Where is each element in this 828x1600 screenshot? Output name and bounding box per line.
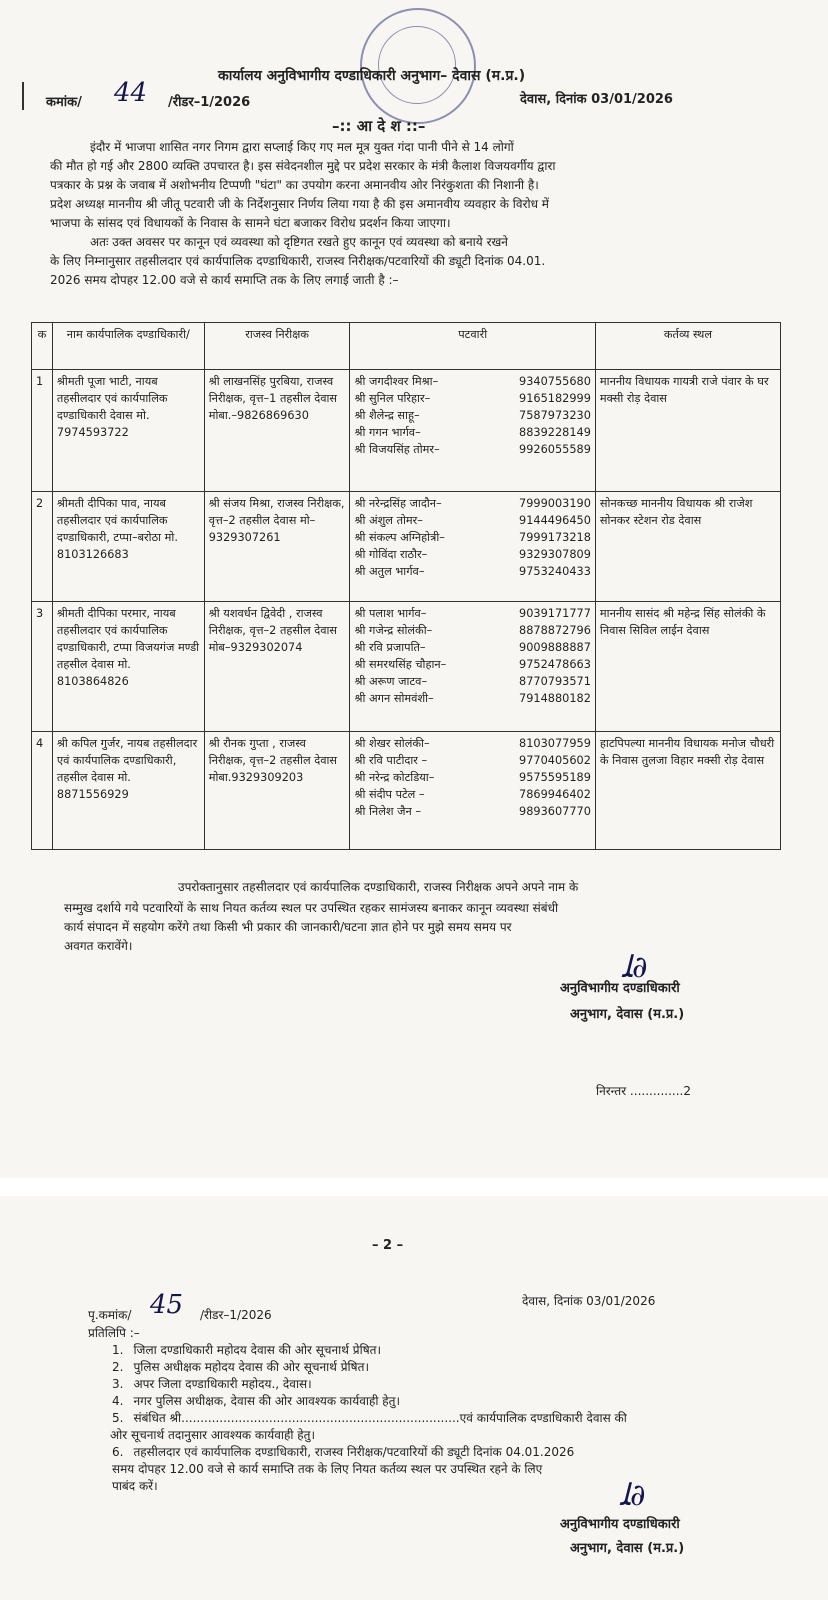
- patwari-phone: 9340755680: [519, 375, 591, 388]
- duty-place-cell: माननीय विधायक गायत्री राजे पंवार के घर मक्सी रोड़ देवास: [595, 370, 780, 492]
- patwari-name: श्री संकल्प अग्निहोत्री–: [354, 531, 445, 544]
- list-item: [112, 1376, 752, 1393]
- patwari-name: श्री जगदीश्वर मिश्रा–: [354, 375, 439, 388]
- patwari-name: श्री अरूण जाटव–: [354, 675, 428, 688]
- patwari-entry: [354, 786, 590, 803]
- patwari-phone: 8878872796: [519, 624, 591, 637]
- col-inspector: राजस्व निरीक्षक: [204, 323, 350, 370]
- list-item: [112, 1342, 752, 1359]
- list-item: [112, 1444, 752, 1461]
- patwari-cell: [350, 492, 595, 602]
- table-header-row: [32, 323, 781, 370]
- item-text: तहसीलदार एवं कार्यपालिक दण्डाधिकारी, राजस्व निरीक्षक/पटवारियों की ड्यूटी दिनांक 04.01.2026: [133, 1445, 575, 1459]
- patwari-entry: [354, 373, 590, 390]
- patwari-name: श्री शैलेन्द्र साहू–: [354, 409, 420, 422]
- signature-scribble: ﻠ∂: [622, 950, 648, 985]
- para1-line: प्रदेश अध्यक्ष माननीय श्री जीतू पटवारी जी के निर्देशनुसार निर्णय लिया गया है की इस अमानवीय व्यवहार के विरोध में: [50, 197, 549, 211]
- list-item: [112, 1359, 752, 1376]
- magistrate-cell: श्रीमती दीपिका पाव, नायब तहसीलदार एवं कार्यपालिक दण्डाधिकारी, टप्पा–बरोठा मो. 8103126683: [52, 492, 204, 602]
- page-gap: [0, 1178, 828, 1196]
- page2-reference-prefix: पृ.कमांक/: [88, 1308, 132, 1322]
- item-number: 3.: [112, 1377, 124, 1391]
- patwari-phone: 9039171777: [519, 607, 591, 620]
- patwari-phone: 9753240433: [519, 565, 591, 578]
- patwari-name: श्री अंशुल तोमर–: [354, 514, 423, 527]
- list-item-continuation: ओर सूचनार्थ तदानुसार आवश्यक कार्यवाही हेतु।: [110, 1428, 316, 1442]
- patwari-name: श्री गोविंदा राठौर–: [354, 548, 428, 561]
- page2-reference-number: 45: [150, 1290, 184, 1320]
- signature-title: अनुविभागीय दण्डाधिकारी: [560, 981, 680, 996]
- copy-label: प्रतिलिपि :–: [88, 1326, 140, 1340]
- patwari-name: श्री अगन सोमवंशी–: [354, 692, 434, 705]
- patwari-phone: 7999003190: [519, 497, 591, 510]
- para1-line: भाजपा के सांसद एवं विधायकों के निवास के सामने घंटा बजाकर विरोध प्रदर्शन किया जाएगा।: [50, 216, 451, 230]
- order-paragraph-2: [90, 233, 508, 252]
- patwari-phone: 9752478663: [519, 658, 591, 671]
- closing-line: सम्मुख दर्शाये गये पटवारियों के साथ नियत कर्तव्य स्थल पर उपस्थित रहकर सामंजस्य बनाकर कानून व्यवस्था संबंधी: [64, 901, 559, 915]
- item-text: पुलिस अधीक्षक महोदय देवास की ओर सूचनार्थ प्रेषित।: [133, 1360, 369, 1374]
- list-item: [112, 1393, 752, 1410]
- inspector-cell: श्री लाखनसिंह पुरबिया, राजस्व निरीक्षक, वृत्त–1 तहसील देवास मोबा.–9826869630: [204, 370, 350, 492]
- place-date: देवास, दिनांक 03/01/2026: [520, 92, 673, 107]
- patwari-cell: [350, 732, 595, 850]
- reference-number: 44: [114, 78, 148, 108]
- item-number: 1.: [112, 1343, 124, 1357]
- table-row: [32, 732, 781, 850]
- col-serial: क: [32, 323, 53, 370]
- table-row: [32, 602, 781, 732]
- list-item: [112, 1410, 752, 1427]
- patwari-name: श्री अतुल भार्गव–: [354, 565, 425, 578]
- patwari-name: श्री रवि पाटीदार –: [354, 754, 428, 767]
- patwari-name: श्री संदीप पटेल –: [354, 788, 425, 801]
- serial-cell: 3: [32, 602, 53, 732]
- patwari-entry: [354, 735, 590, 752]
- order-paragraph-1-rest: [50, 157, 555, 233]
- patwari-entry: [354, 546, 590, 563]
- patwari-phone: 7914880182: [519, 692, 591, 705]
- office-heading: कार्यालय अनुविभागीय दण्डाधिकारी अनुभाग– देवास (म.प्र.): [218, 68, 526, 84]
- page2-signature-office: अनुभाग, देवास (म.प्र.): [570, 1541, 685, 1556]
- patwari-cell: [350, 370, 595, 492]
- page2-place-date: देवास, दिनांक 03/01/2026: [522, 1294, 656, 1308]
- patwari-entry: [354, 390, 590, 407]
- list-item-continuation: समय दोपहर 12.00 वजे से कार्य समाप्ति तक के लिए नियत कर्तव्य स्थल पर उपस्थित रहने के लिए: [112, 1462, 543, 1476]
- col-duty-place: कर्तव्य स्थल: [595, 323, 780, 370]
- patwari-phone: 9770405602: [519, 754, 591, 767]
- item-text: नगर पुलिस अधीक्षक, देवास की ओर आवश्यक कार्यवाही हेतु।: [133, 1394, 401, 1408]
- col-patwari: पटवारी: [350, 323, 595, 370]
- magistrate-cell: श्रीमती दीपिका परमार, नायब तहसीलदार एवं कार्यपालिक दण्डाधिकारी, टप्पा विजयगंज मण्डी तहसील देवास मो. 8103864826: [52, 602, 204, 732]
- closing-line: अवगत करावेंगे।: [64, 939, 133, 953]
- page-number: – 2 –: [372, 1238, 404, 1253]
- margin-mark: [22, 82, 24, 110]
- patwari-name: श्री नरेन्द्र कोटडिया–: [354, 771, 435, 784]
- order-page-2: [0, 1196, 828, 1600]
- inspector-cell: श्री यशवर्धन द्विवेदी , राजस्व निरीक्षक, वृत्त–2 तहसील देवास मोब–9329302074: [204, 602, 350, 732]
- reference-prefix: कमांक/: [46, 95, 82, 110]
- duty-table: [31, 322, 781, 850]
- patwari-entry: [354, 407, 590, 424]
- patwari-name: श्री नरेन्द्रसिंह जादौन–: [354, 497, 442, 510]
- patwari-name: श्री पलाश भार्गव–: [354, 607, 427, 620]
- magistrate-cell: श्रीमती पूजा भाटी, नायब तहसीलदार एवं कार्यपालिक दण्डाधिकारी देवास मो. 7974593722: [52, 370, 204, 492]
- patwari-name: श्री निलेश जैन –: [354, 805, 422, 818]
- patwari-phone: 9009888887: [519, 641, 591, 654]
- patwari-entry: [354, 639, 590, 656]
- duty-place-cell: हाटपिपल्या माननीय विधायक मनोज चौधरी के निवास तुलजा विहार मक्सी रोड़ देवास: [595, 732, 780, 850]
- serial-cell: 1: [32, 370, 53, 492]
- para1-line: पत्रकार के प्रश्न के जवाब में अशोभनीय टिप्पणी "घंटा" का उपयोग करना अमानवीय ओर निरंकुशता की निशानी है।: [50, 178, 539, 192]
- para2-line: के लिए निम्नानुसार तहसीलदार एवं कार्यपालिक दण्डाधिकारी, राजस्व निरीक्षक/पटवारियों की ड्यूटी दिनांक 04.01.: [50, 254, 546, 268]
- item-number: 5.: [112, 1411, 124, 1425]
- patwari-name: श्री गगन भार्गव–: [354, 426, 421, 439]
- patwari-entry: [354, 752, 590, 769]
- patwari-name: श्री विजयसिंह तोमर–: [354, 443, 440, 456]
- list-item-continuation: पाबंद करें।: [112, 1479, 158, 1493]
- patwari-entry: [354, 495, 590, 512]
- col-magistrate: नाम कार्यपालिक दण्डाधिकारी/: [52, 323, 204, 370]
- para2-line: 2026 समय दोपहर 12.00 वजे से कार्य समाप्ति तक के लिए लगाई जाती है :–: [50, 273, 399, 287]
- closing-line: उपरोक्तानुसार तहसीलदार एवं कार्यपालिक दण्डाधिकारी, राजस्व निरीक्षक अपने अपने नाम के: [178, 880, 579, 894]
- patwari-entry: [354, 529, 590, 546]
- patwari-entry: [354, 441, 590, 458]
- patwari-name: श्री सुनिल परिहार–: [354, 392, 431, 405]
- patwari-phone: 7869946402: [519, 788, 591, 801]
- patwari-entry: [354, 424, 590, 441]
- para1-line: की मौत हो गई और 2800 व्यक्ति उपचारत है। इस संवेदनशील मुद्दे पर प्रदेश सरकार के मंत्री कैलाश विजयवर्गीय द्वारा: [50, 159, 556, 173]
- patwari-phone: 8103077959: [519, 737, 591, 750]
- patwari-phone: 9165182999: [519, 392, 591, 405]
- patwari-entry: [354, 769, 590, 786]
- item-number: 4.: [112, 1394, 124, 1408]
- patwari-name: श्री गजेन्द्र सोलंकी–: [354, 624, 433, 637]
- page2-signature-scribble: ﻠ∂: [620, 1478, 646, 1513]
- patwari-entry: [354, 563, 590, 580]
- item-text: अपर जिला दण्डाधिकारी महोदय., देवास।: [133, 1377, 312, 1391]
- table-row: [32, 370, 781, 492]
- patwari-phone: 9144496450: [519, 514, 591, 527]
- copy-list: [112, 1342, 752, 1495]
- patwari-entry: [354, 673, 590, 690]
- patwari-name: श्री शेखर सोलंकी–: [354, 737, 430, 750]
- order-paragraph-1: [90, 138, 790, 157]
- patwari-entry: [354, 622, 590, 639]
- table-row: [32, 492, 781, 602]
- order-paragraph-2-rest: [50, 252, 545, 290]
- patwari-entry: [354, 690, 590, 707]
- closing-paragraph: [178, 878, 578, 897]
- patwari-entry: [354, 512, 590, 529]
- patwari-phone: 9575595189: [519, 771, 591, 784]
- patwari-phone: 9893607770: [519, 805, 591, 818]
- item-text: संबंधित श्री.........................................................................एवं कार्यपालिक दण्डाधिकारी देवास की: [133, 1411, 627, 1425]
- closing-paragraph-rest: [64, 899, 558, 956]
- para2-line: अतः उक्त अवसर पर कानून एवं व्यवस्था को दृष्टिगत रखते हुए कानून एवं व्यवस्था को बनाये रखने: [90, 235, 508, 249]
- magistrate-cell: श्री कपिल गुर्जर, नायब तहसीलदार एवं कार्यपालिक दण्डाधिकारी, तहसील देवास मो. 8871556929: [52, 732, 204, 850]
- page2-reference-suffix: /रीडर–1/2026: [200, 1308, 272, 1322]
- closing-line: कार्य संपादन में सहयोग करेंगे तथा किसी भी प्रकार की जानकारी/घटना ज्ञात होने पर मुझे समय समय पर: [64, 920, 512, 934]
- patwari-phone: 9329307809: [519, 548, 591, 561]
- item-text: जिला दण्डाधिकारी महोदय देवास की ओर सूचनार्थ प्रेषित।: [133, 1343, 382, 1357]
- duty-place-cell: सोनकच्छ माननीय विधायक श्री राजेश सोनकर स्टेशन रोड देवास: [595, 492, 780, 602]
- signature-office: अनुभाग, देवास (म.प्र.): [570, 1007, 685, 1022]
- duty-place-cell: माननीय सासंद श्री महेन्द्र सिंह सोलंकी के निवास सिविल लाईन देवास: [595, 602, 780, 732]
- item-number: 2.: [112, 1360, 124, 1374]
- para1-line: इंदौर में भाजपा शासित नगर निगम द्वारा सप्लाई किए गए मल मूत्र युक्त गंदा पानी पीने से 14 लोगों: [90, 140, 514, 154]
- patwari-entry: [354, 656, 590, 673]
- patwari-name: श्री रवि प्रजापति–: [354, 641, 426, 654]
- inspector-cell: श्री रौनक गुप्ता , राजस्व निरीक्षक, वृत्त–2 तहसील देवास मोबा.9329309203: [204, 732, 350, 850]
- patwari-entry: [354, 803, 590, 820]
- page2-signature-title: अनुविभागीय दण्डाधिकारी: [560, 1517, 680, 1532]
- patwari-phone: 7587973230: [519, 409, 591, 422]
- patwari-name: श्री समरथसिंह चौहान–: [354, 658, 447, 671]
- continued-note: निरन्तर ..............2: [596, 1084, 691, 1098]
- item-number: 6.: [112, 1445, 124, 1459]
- patwari-phone: 8770793571: [519, 675, 591, 688]
- patwari-cell: [350, 602, 595, 732]
- reference-suffix: /रीडर–1/2026: [168, 95, 251, 110]
- patwari-entry: [354, 605, 590, 622]
- patwari-phone: 9926055589: [519, 443, 591, 456]
- inspector-cell: श्री संजय मिश्रा, राजस्व निरीक्षक, वृत्त–2 तहसील देवास मो–9329307261: [204, 492, 350, 602]
- patwari-phone: 8839228149: [519, 426, 591, 439]
- serial-cell: 2: [32, 492, 53, 602]
- patwari-phone: 7999173218: [519, 531, 591, 544]
- serial-cell: 4: [32, 732, 53, 850]
- order-title: –:: आ दे श ::–: [332, 117, 426, 135]
